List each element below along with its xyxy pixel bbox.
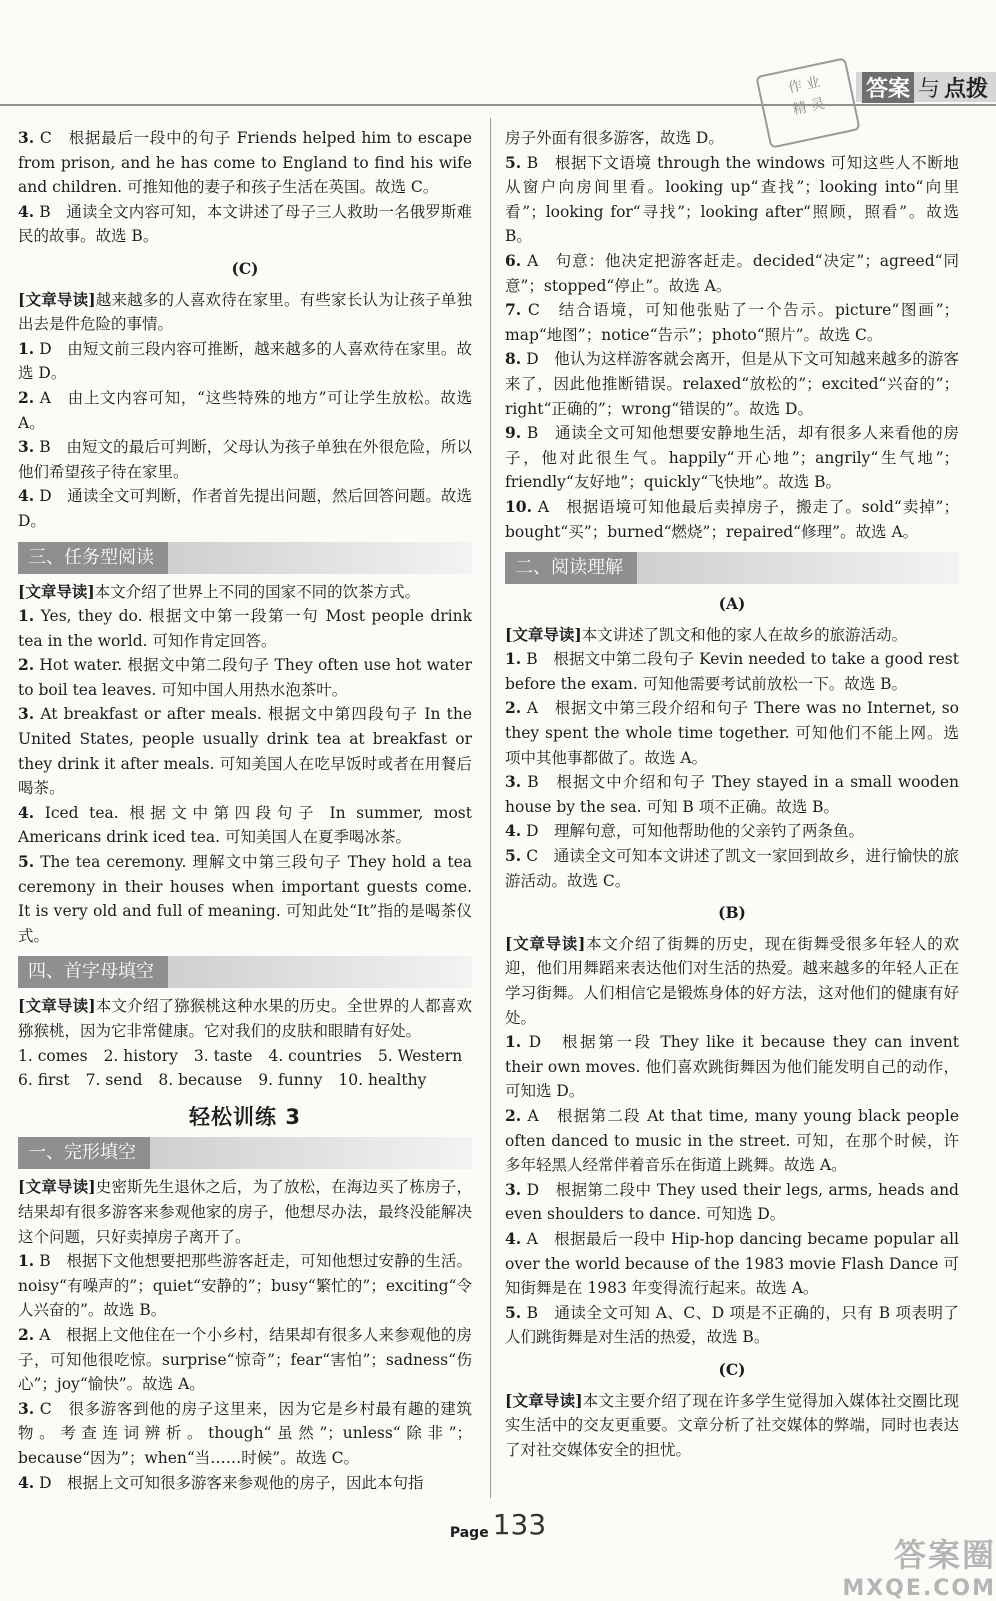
stamp-line1: 作 业	[786, 74, 822, 97]
answer-item: 1. B 根据文中第二段句子 Kevin needed to take a good rest before the exam. 可知他需要考试前放松一下。故选 B。	[505, 649, 959, 693]
article-guide: [文章导读]本文主要介绍了现在许多学生觉得加入媒体社交圈比现实生活中的交友更重要。文章分析了社交媒体的弊端，同时也表达了对社交媒体安全的担忧。	[505, 1390, 959, 1459]
fill-answers-row: 6. first 7. send 8. because 9. funny 10. healthy	[18, 1071, 427, 1090]
right-column	[505, 126, 959, 1462]
section-header	[18, 956, 472, 988]
answer-item: 1. D 由短文前三段内容可推断，越来越多的人喜欢待在家里。故选 D。	[18, 338, 472, 383]
subsection-title: (B)	[718, 903, 746, 923]
answer-item: 4. D 根据上文可知很多游客来参观他的房子，因此本句指	[18, 1472, 424, 1492]
page-label: Page	[449, 1525, 489, 1541]
subsection-title: (A)	[718, 594, 746, 614]
section-header	[505, 552, 959, 584]
section-header	[18, 1137, 472, 1169]
column-divider	[490, 118, 491, 1498]
section-title: 四、首字母填空	[18, 956, 168, 988]
section-title: 一、完形填空	[18, 1137, 150, 1169]
answer-item: 4. D 通读全文可判断，作者首先提出问题，然后回答问题。故选 D。	[18, 486, 472, 530]
answer-item: 4. D 理解句意，可知他帮助他的父亲钓了两条鱼。	[505, 821, 865, 841]
answer-item: 2. A 由上文内容可知，“这些特殊的地方”可让学生放松。故选 A。	[18, 387, 472, 432]
answer-item: 3. C 根据最后一段中的句子 Friends helped him to escape from prison, and he has come to England to find his wife and children. 可推知他的妻子和孩子生活在英国。故选 C。	[18, 128, 472, 197]
answer-item: 9. B 通读全文可知他想要安静地生活，却有很多人来看他的房子，他对此很生气。happily“开心地”；angrily“生气地”；friendly“友好地”；quickly“飞快地”。故选 B。	[505, 423, 959, 492]
header-answers: 答案	[862, 72, 914, 103]
answer-item: 3. At breakfast or after meals. 根据文中第四段句子 In the United States, people usually drink tea at breakfast or they drink it after meals. 可知美国人在吃早饭时或者在用餐后喝茶。	[18, 704, 472, 798]
header-tag	[856, 72, 996, 102]
header-tips: 点拨	[943, 76, 988, 102]
answer-item: 5. C 通读全文可知本文讲述了凯文一家回到故乡，进行愉快的旅游活动。故选 C。	[505, 846, 959, 890]
fill-answers-row: 1. comes 2. history 3. taste 4. countries 5. Western	[18, 1046, 463, 1065]
section-title: 二、阅读理解	[505, 552, 637, 584]
stamp-line2: 精 灵	[791, 95, 827, 119]
answer-item: 10. A 根据语境可知他最后卖掉房子，搬走了。sold“卖掉”；bought“买”；burned“燃烧”；repaired“修理”。故选 A。	[505, 496, 959, 541]
answer-item: 3. D 根据第二段中 They used their legs, arms, heads and even shoulders to dance. 可知选 D。	[505, 1179, 959, 1224]
article-guide: [文章导读]本文介绍了世界上不同的国家不同的饮茶方式。	[18, 581, 421, 601]
answer-item: 1. Yes, they do. 根据文中第一段第一句 Most people drink tea in the world. 可知作肯定回答。	[18, 606, 472, 650]
section-header	[18, 542, 472, 574]
watermark-logo	[826, 1530, 996, 1600]
answer-item: 3. C 很多游客到他的房子这里来，因为它是乡村最有趣的建筑物。考查连词辨析。though“虽然”；unless“除非”；because“因为”；when“当……时候”。故选 C。	[18, 1398, 472, 1467]
article-guide: [文章导读]本文讲述了凯文和他的家人在故乡的旅游活动。	[505, 624, 908, 644]
continued-text: 房子外面有很多游客，故选 D。	[505, 129, 724, 147]
watermark-line2: MXQE.COM	[842, 1576, 996, 1601]
answer-item: 4. A 根据最后一段中 Hip-hop dancing became popular all over the world because of the 1983 movie Flash Dance 可知街舞是在 1983 年变得流行起来。故选 A。	[505, 1228, 959, 1298]
article-guide: [文章导读]越来越多的人喜欢待在家里。有些家长认为让孩子单独出去是件危险的事情。	[18, 289, 472, 334]
answer-item: 2. A 根据文中第三段介绍和句子 There was no Internet, so they spent the whole time together. 可知他们不能上网。选项中其他事都做了。故选 A。	[505, 698, 959, 767]
page-number: 133	[492, 1508, 547, 1541]
watermark-line1: 答案圈	[893, 1536, 996, 1574]
article-guide: [文章导读]本文介绍了街舞的历史，现在街舞受很多年轻人的欢迎，他们用舞蹈来表达他们对生活的热爱。越来越多的年轻人正在学习街舞。人们相信它是锻炼身体的好方法，这对他们的健康有好处。	[505, 933, 959, 1027]
answer-item: 2. Hot water. 根据文中第二段句子 They often use hot water to boil tea leaves. 可知中国人用热水泡茶叶。	[18, 655, 472, 699]
answer-item: 1. D 根据第一段 They like it because they can invent their own moves. 他们喜欢跳街舞因为他们能发明自己的动作，可知选 D。	[505, 1032, 959, 1101]
unit-title: 轻松训练 3	[189, 1104, 301, 1129]
answer-item: 1. B 根据下文他想要把那些游客赶走，可知他想过安静的生活。noisy“有噪声的”；quiet“安静的”；busy“繁忙的”；exciting“令人兴奋的”。故选 B。	[18, 1251, 472, 1320]
answer-item: 5. B 根据下文语境 through the windows 可知这些人不断地从窗户向房间里看。looking up“查找”；looking into“向里看”；looking for“寻找”；looking after“照顾，照看”。故选 B。	[505, 152, 959, 246]
article-guide: [文章导读]本文介绍了猕猴桃这种水果的历史。全世界的人都喜欢猕猴桃，因为它非常健康。它对我们的皮肤和眼睛有好处。	[18, 996, 472, 1040]
article-guide: [文章导读]史密斯先生退休之后，为了放松，在海边买了栋房子，结果却有很多游客来参观他家的房子，他想尽办法，最终没能解决这个问题，只好卖掉房子离开了。	[18, 1177, 472, 1246]
answer-item: 4. B 通读全文内容可知，本文讲述了母子三人救助一名俄罗斯难民的故事。故选 B。	[18, 201, 472, 246]
header-and: 与	[917, 76, 940, 102]
subsection-title: (C)	[231, 258, 259, 278]
answer-item: 5. The tea ceremony. 理解文中第三段句子 They hold a tea ceremony in their houses when important guests come. It is very old and full of meaning. 可知此处“It”指的是喝茶仪式。	[18, 852, 472, 945]
left-column	[18, 126, 472, 1495]
answer-item: 2. A 根据第二段 At that time, many young black people often danced to music in the street. 可知，在那个时候，许多年轻黑人经常伴着音乐在街道上跳舞。故选 A。	[505, 1105, 959, 1175]
answer-item: 7. C 结合语境，可知他张贴了一个告示。picture“图画”；map“地图”；notice“告示”；photo“照片”。故选 C。	[505, 300, 959, 344]
answer-item: 2. A 根据上文他住在一个小乡村，结果却有很多人来参观他的房子，可知他很吃惊。surprise“惊奇”；fear“害怕”；sadness“伤心”；joy“愉快”。故选 A。	[18, 1324, 472, 1394]
answer-item: 8. D 他认为这样游客就会离开，但是从下文可知越来越多的游客来了，因此他推断错误。relaxed“放松的”；excited“兴奋的”；right“正确的”；wrong“错误的”。故选 D。	[505, 349, 959, 418]
section-title: 三、任务型阅读	[18, 542, 168, 574]
answer-item: 3. B 由短文的最后可判断，父母认为孩子单独在外很危险，所以他们希望孩子待在家里。	[18, 437, 472, 481]
answer-item: 3. B 根据文中介绍和句子 They stayed in a small wooden house by the sea. 可知 B 项不正确。故选 B。	[505, 772, 959, 816]
answer-item: 5. B 通读全文可知 A、C、D 项是不正确的，只有 B 项表明了人们跳街舞是对生活的热爱，故选 B。	[505, 1302, 959, 1347]
answer-item: 6. A 句意：他决定把游客赶走。decided“决定”；agreed“同意”；stopped“停止”。故选 A。	[505, 250, 959, 295]
subsection-title: (C)	[718, 1359, 746, 1379]
answer-item: 4. Iced tea. 根据文中第四段句子 In summer, most Americans drink iced tea. 可知美国人在夏季喝冰茶。	[18, 802, 472, 847]
